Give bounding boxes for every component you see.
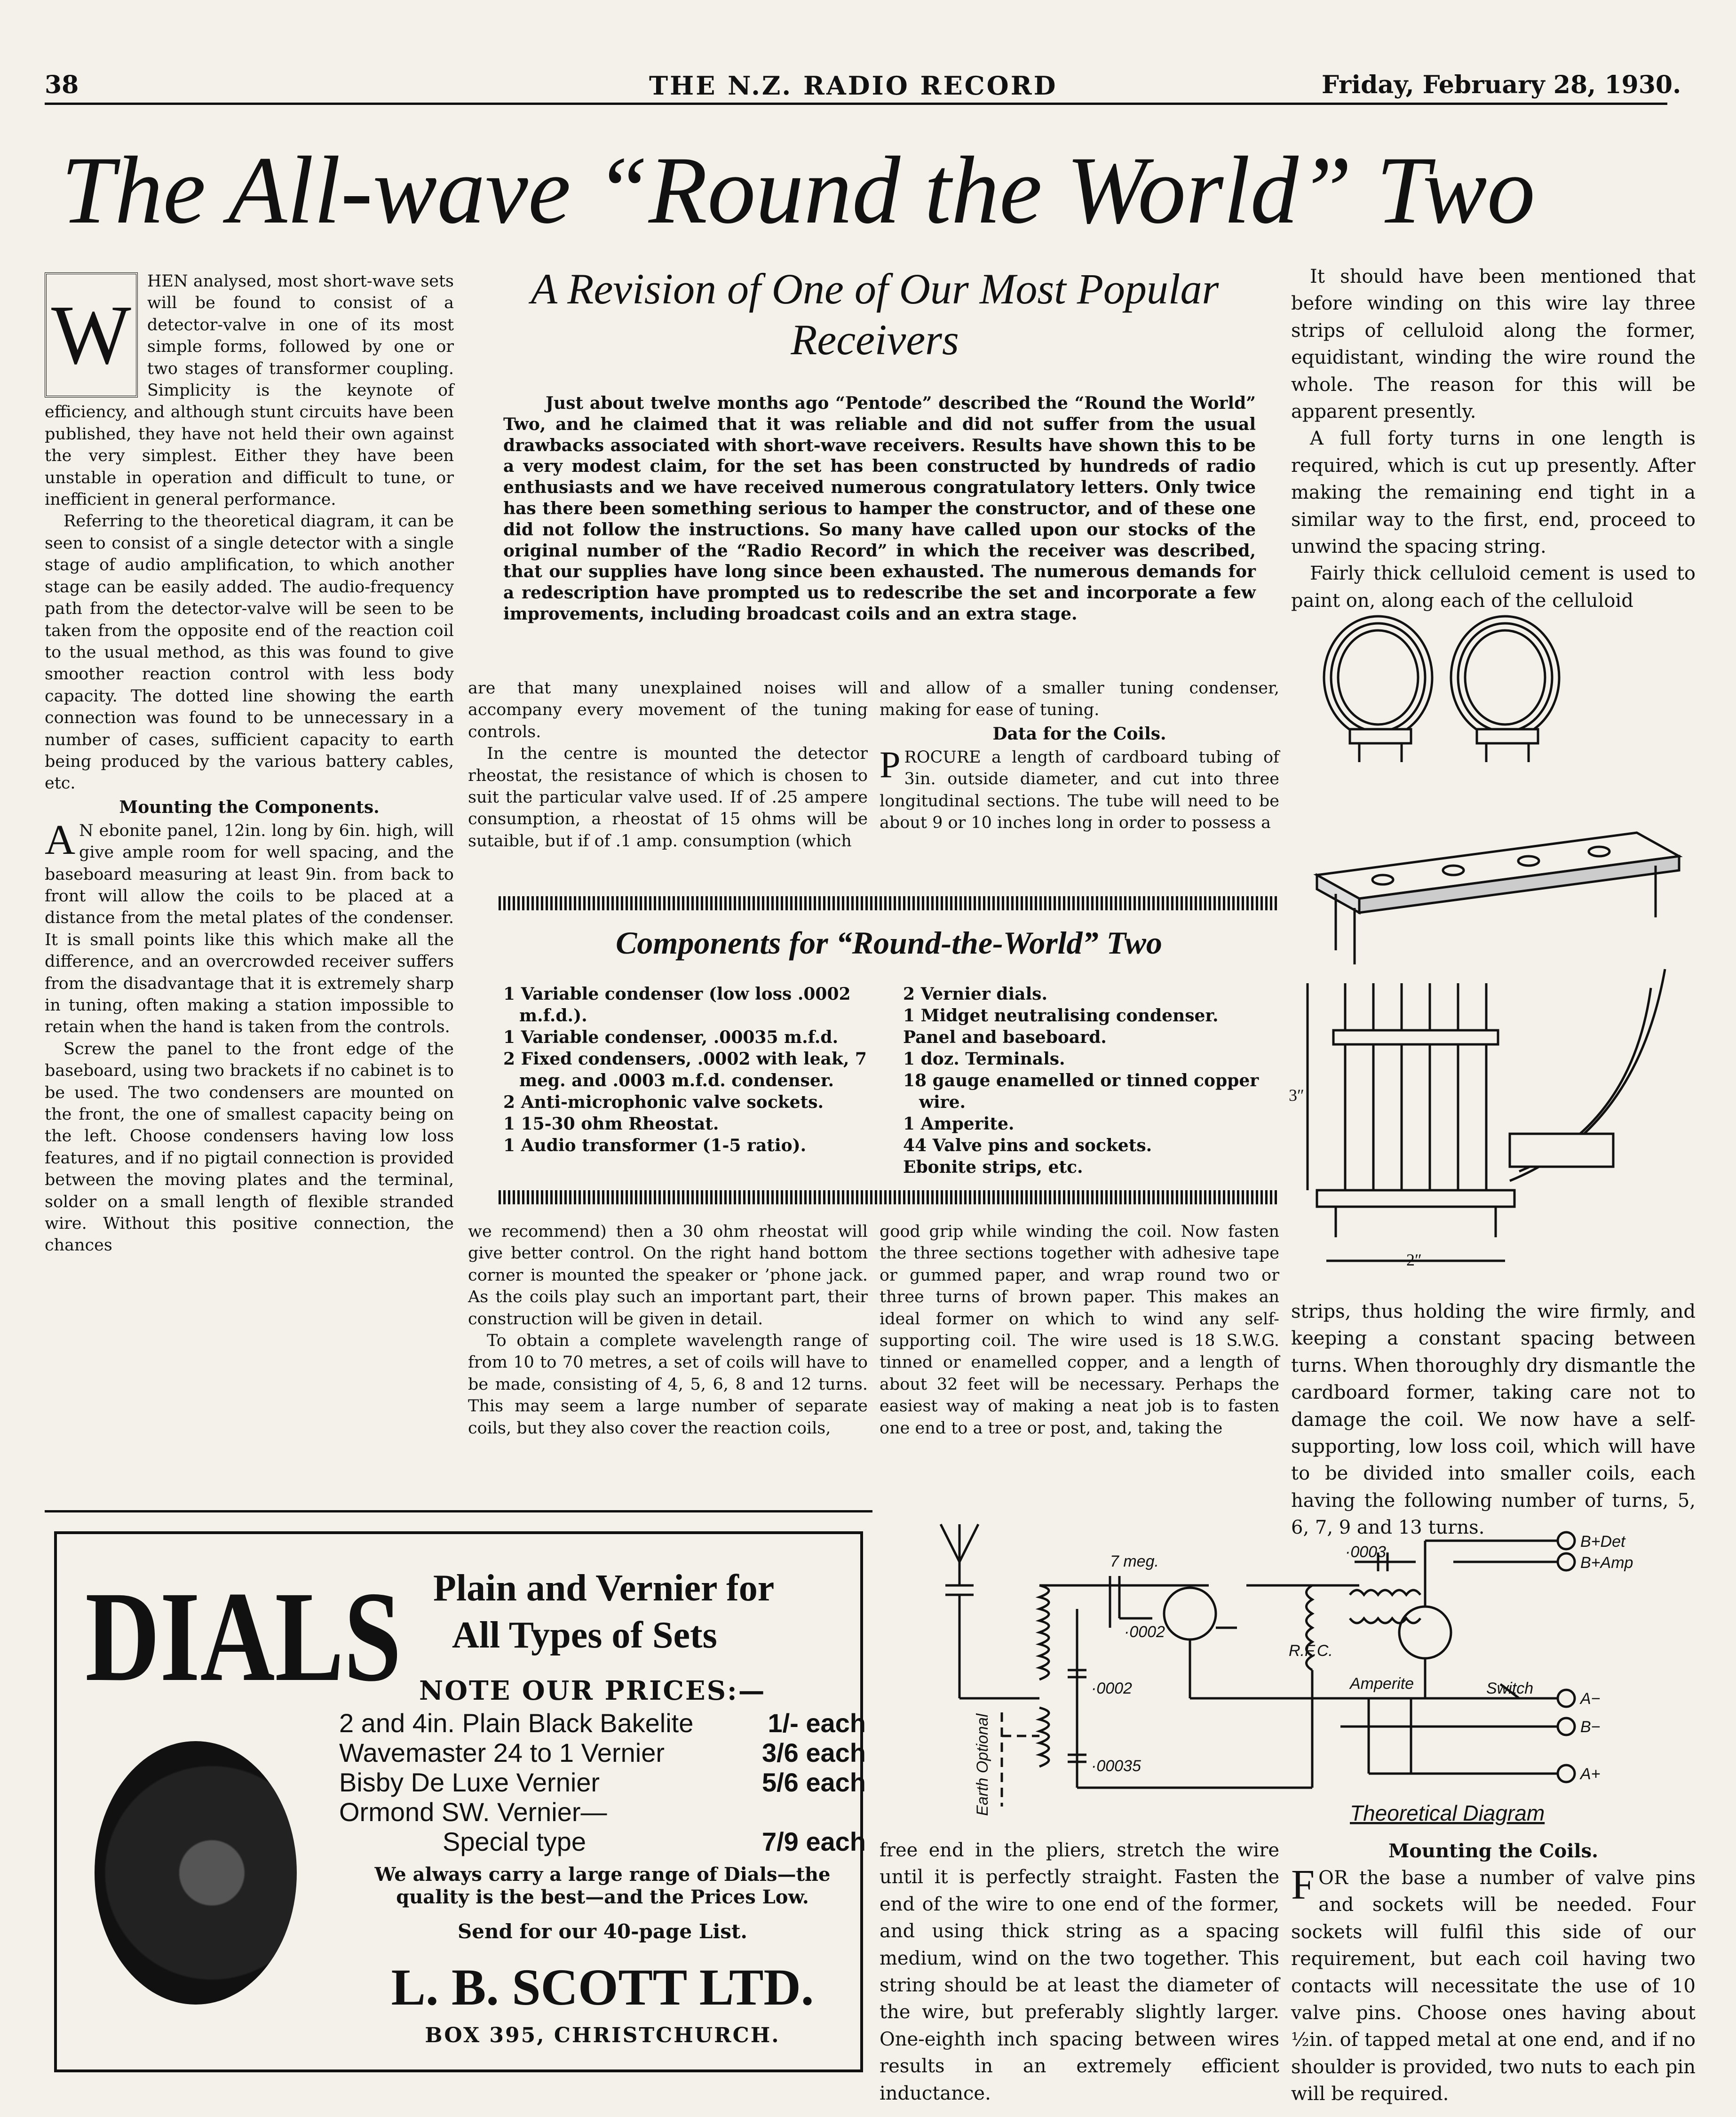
- label-c0002a: ·0002: [1124, 1623, 1165, 1641]
- price-item: Special type: [443, 1827, 587, 1856]
- coil-on-base-drawing: [1308, 969, 1665, 1261]
- paragraph: To obtain a complete wavelength range of from 10 to 70 metres, a set of coils will have to be made, consisting of 4, 5, 6, 8 and 12 turns. This may seem a large number of separate coils, but they also cover the reaction coils,: [468, 1331, 868, 1438]
- label-amperite: Amperite: [1350, 1675, 1414, 1693]
- circuit-wires: [941, 1524, 1562, 1807]
- component-item: 2 Fixed condensers, .0002 with leak, 7 meg. and .0003 m.f.d. condenser.: [503, 1049, 867, 1090]
- coil-pair-drawing: [1324, 616, 1559, 762]
- component-item: 1 15-30 ohm Rheostat.: [503, 1114, 719, 1134]
- label-c0002b: ·0002: [1091, 1679, 1132, 1697]
- component-item: 44 Valve pins and sockets.: [903, 1136, 1152, 1155]
- text: ROCURE a length of cardboard tubing of 3in. outside diameter, and cut into three longitudinal sections. The tube will need to be about 9 or 10 inches long in order to possess a: [880, 748, 1279, 833]
- column-2-lower: [468, 1221, 868, 1503]
- components-title: Components for “Round-the-World” Two: [616, 925, 1162, 961]
- component-item: 2 Vernier dials.: [903, 984, 1047, 1004]
- theoretical-diagram: [889, 1515, 1693, 1835]
- advert-tagline: All Types of Sets: [452, 1615, 717, 1656]
- paragraph: good grip while winding the coil. Now fasten the three sections together with adhesive tape or gummed paper, and wrap round two or three turns of brown paper. This makes an ideal former on which to wind any self-supporting coil. The wire used is 18 S.W.G. tinned or enamelled copper, and a length of about 32 feet will be necessary. Perhaps the easiest way of making a neat job is to fasten one end to a tree or post, and, taking the: [880, 1222, 1279, 1438]
- column-1: [45, 271, 454, 1503]
- section-heading: Mounting the Coils.: [1388, 1840, 1599, 1862]
- text: HEN analysed, most short-wave sets will be found to consist of a detector-valve in one of its most simple forms, followed by one or two stages of transformer coupling. Simplicity is the keynote of efficiency, and although stunt circuits have been published, they have not held their own against the very simplest. Either they have been unstable in operation and difficult to tune, or inefficient in general performance.: [45, 272, 454, 509]
- advert-address: BOX 395, CHRISTCHURCH.: [425, 2023, 780, 2047]
- paragraph: A full forty turns in one length is required, which is cut up presently. After making the remaining end tight in a similar way to the first, end, proceed to unwind the spacing string.: [1291, 428, 1696, 558]
- label-c0003: ·0003: [1345, 1543, 1386, 1561]
- dial-image: [95, 1741, 297, 2005]
- label-b-det: B+Det: [1580, 1533, 1625, 1551]
- price-row: [339, 1767, 866, 1797]
- components-border-top: [499, 896, 1279, 910]
- price-row: [339, 1797, 866, 1827]
- drop-cap: F: [1291, 1862, 1315, 1908]
- paragraph: [880, 744, 1279, 834]
- price-row: [339, 1827, 866, 1856]
- price-value: 3/6 each: [761, 1738, 866, 1767]
- paragraph: we recommend) then a 30 ohm rheostat will give better control. On the right hand bottom corner is mounted the speaker or ’phone jack. As the coils play such an important part, their construction will be given in detail.: [468, 1222, 868, 1329]
- price-row: [339, 1708, 866, 1738]
- drop-cap: A: [45, 816, 75, 863]
- paragraph: Referring to the theoretical diagram, it can be seen to consist of a single detector with a single stage of audio amplification, to which another stage can be easily added. The audio-frequency path from the detector-valve will be seen to be taken from the opposite end of the reaction coil to the usual method, as this was found to give smoother reaction control with less body capacity. The dotted line showing the earth connection was found to be unnecessary in a number of cases, sufficient capacity to earth being produced by the various battery cables, etc.: [45, 512, 454, 793]
- section-heading: Mounting the Components.: [119, 797, 380, 817]
- price-value: 1/- each: [768, 1708, 866, 1738]
- price-value: 5/6 each: [761, 1767, 866, 1797]
- component-item: 2 Anti-microphonic valve sockets.: [503, 1092, 824, 1112]
- text: OR the base a number of valve pins and sockets will be needed. Four sockets will fulfil this side of our requirement, but each coil having two contacts will necessitate the use of 10 valve pins. Choose ones having about ½in. of tapped metal at one end, and if no shoulder is provided, two nuts to each pin will be required.: [1291, 1867, 1696, 2105]
- paragraph: It should have been mentioned that before winding on this wire lay three strips of celluloid along the former, equidistant, winding the wire round the whole. The reason for this will be apparent presently.: [1291, 266, 1696, 423]
- components-border-bottom: [499, 1190, 1279, 1204]
- label-b-minus: B−: [1580, 1718, 1601, 1736]
- label-switch: Switch: [1486, 1679, 1534, 1697]
- price-value: 7/9 each: [761, 1827, 866, 1856]
- component-item: 1 Variable condenser, .00035 m.f.d.: [503, 1027, 839, 1047]
- publication-name: THE N.Z. RADIO RECORD: [649, 71, 1058, 101]
- section-heading: Data for the Coils.: [992, 724, 1166, 744]
- paragraph: [1291, 1862, 1696, 2108]
- paragraph: [45, 816, 454, 1038]
- advert-note: NOTE OUR PRICES:—: [419, 1675, 766, 1706]
- terminals: [1558, 1532, 1575, 1782]
- component-item: 1 Midget neutralising condenser.: [903, 1006, 1219, 1026]
- dials-advertisement: [54, 1531, 866, 2072]
- advert-body: We always carry a large range of Dials—the quality is the best—and the Prices Low.: [374, 1863, 831, 1908]
- paragraph: and allow of a smaller tuning condenser, making for ease of tuning.: [880, 679, 1279, 720]
- component-item: 1 Variable condenser (low loss .0002 m.f.d.).: [503, 984, 851, 1026]
- label-meg: 7 meg.: [1110, 1552, 1159, 1570]
- subheadline: A Revision of One of Our Most Popular Receivers: [531, 265, 1219, 364]
- paragraph: Screw the panel to the front edge of the baseboard, using two brackets if no cabinet is to be used. The two condensers are mounted on the front, the one of smallest capacity being on the left. Choose condensers having low loss features, and if no pigtail connection is provided between the moving plates and the terminal, solder on a small length of flexible stranded wire. Without this positive connection, the chances: [45, 1039, 454, 1255]
- price-item: Ormond SW. Vernier—: [339, 1797, 607, 1827]
- coil-illustration: [1289, 612, 1693, 1284]
- component-item: 1 doz. Terminals.: [903, 1049, 1065, 1069]
- component-item: 1 Amperite.: [903, 1114, 1015, 1134]
- column-4-bottom: [1291, 1837, 1696, 2105]
- drop-cap: P: [880, 744, 901, 786]
- advert-company: L. B. SCOTT LTD.: [391, 1958, 814, 2016]
- column-3-bottom: [880, 1837, 1279, 2104]
- price-row: [339, 1738, 866, 1767]
- column-2-upper: [468, 677, 868, 884]
- paragraph: are that many unexplained noises will accompany every movement of the tuning controls.: [468, 679, 868, 741]
- advert-tagline: Plain and Vernier for: [433, 1568, 775, 1609]
- dimension-height-label: 3″: [1289, 1086, 1304, 1105]
- advert-brand: DIALS: [85, 1565, 402, 1708]
- price-item: Wavemaster 24 to 1 Vernier: [339, 1738, 665, 1767]
- column-4-upper: [1291, 263, 1696, 612]
- headline: The All-wave “Round the World” Two: [61, 137, 1536, 244]
- text: N ebonite panel, 12in. long by 6in. high, will give ample room for well spacing, and the baseboard measuring at least 9in. from back to front will allow the coils to be placed at a distance from the metal plates of the condenser. It is small points like this which make all the difference, and an overcrowded receiver suffers from the disadvantage that it is extremely sharp in tuning, often making a station impossible to retain when the hand is taken from the controls.: [45, 821, 454, 1037]
- component-item: 18 gauge enamelled or tinned copper wire.: [903, 1071, 1259, 1112]
- masthead-rule: [45, 103, 1667, 105]
- paragraph: In the centre is mounted the detector rheostat, the resistance of which is chosen to suit the particular valve used. If of .25 ampere consumption, a rheostat of 15 ohms will be sutaible, but if of .1 amp. consumption (which: [468, 744, 868, 851]
- label-rfc: R.F.C.: [1289, 1642, 1333, 1660]
- section-rule: [45, 1510, 872, 1512]
- column-3-lower: [880, 1221, 1279, 1503]
- page-number: 38: [45, 71, 79, 99]
- advert-cta: Send for our 40-page List.: [457, 1920, 748, 1943]
- label-earth: Earth Optional: [974, 1713, 991, 1816]
- paragraph: Fairly thick celluloid cement is used to paint on, along each of the celluloid: [1291, 563, 1696, 612]
- component-item: Ebonite strips, etc.: [903, 1157, 1083, 1177]
- price-item: 2 and 4in. Plain Black Bakelite: [339, 1708, 694, 1738]
- column-4-middle: [1291, 1298, 1696, 1539]
- label-a-minus: A−: [1580, 1690, 1601, 1708]
- drop-cap: W: [45, 272, 138, 398]
- label-b-amp: B+Amp: [1580, 1554, 1633, 1572]
- paragraph: [45, 271, 454, 510]
- components-list-left: [503, 983, 870, 1156]
- column-3-upper: [880, 677, 1279, 884]
- label-c00035: ·00035: [1091, 1757, 1141, 1775]
- components-list-right: [903, 983, 1275, 1178]
- price-item: Bisby De Luxe Vernier: [339, 1767, 600, 1797]
- dimension-width-label: 2″: [1406, 1250, 1422, 1269]
- paragraph: free end in the pliers, stretch the wire until it is perfectly straight. Fasten the end of the wire to one end of the former, and using thick string as a spacing medium, wind on the two together. This string should be at least the diameter of the wire, but preferably slightly larger. One-eighth inch spacing between wires results in an extremely efficient inductance.: [880, 1839, 1279, 2104]
- label-a-plus: A+: [1580, 1765, 1601, 1783]
- price-list: [339, 1708, 866, 1856]
- component-item: 1 Audio transformer (1-5 ratio).: [503, 1136, 807, 1155]
- issue-date: Friday, February 28, 1930.: [1322, 71, 1681, 99]
- diagram-caption: Theoretical Diagram: [1350, 1801, 1545, 1825]
- paragraph: strips, thus holding the wire firmly, and keeping a constant spacing between turns. When thoroughly dry dismantle the cardboard former, taking care not to damage the coil. We now have a self-supporting, low loss coil, which will have to be divided into smaller coils, each having the following number of turns, 5, 6, 7, 9 and 13 turns.: [1291, 1301, 1696, 1539]
- component-item: Panel and baseboard.: [903, 1027, 1107, 1047]
- valve-pin-base-drawing: [1317, 833, 1679, 964]
- intro-paragraph: Just about twelve months ago “Pentode” described the “Round the World” Two, and he claimed that it was reliable and did not suffer from the usual drawbacks associated with short-wave receivers. Results have shown this to be a very modest claim, for the set has been constructed by hundreds of radio enthusiasts and we have received numerous congratulatory letters. Only twice has there been something serious to hamper the constructor, and of these one did not follow the instructions. So many have called upon our stocks of the original number of the “Radio Record” in which the receiver was described, that our supplies have long since been exhausted. The numerous demands for a redescription have prompted us to redescribe the set and incorporate a few improvements, including broadcast coils and an extra stage.: [503, 393, 1256, 624]
